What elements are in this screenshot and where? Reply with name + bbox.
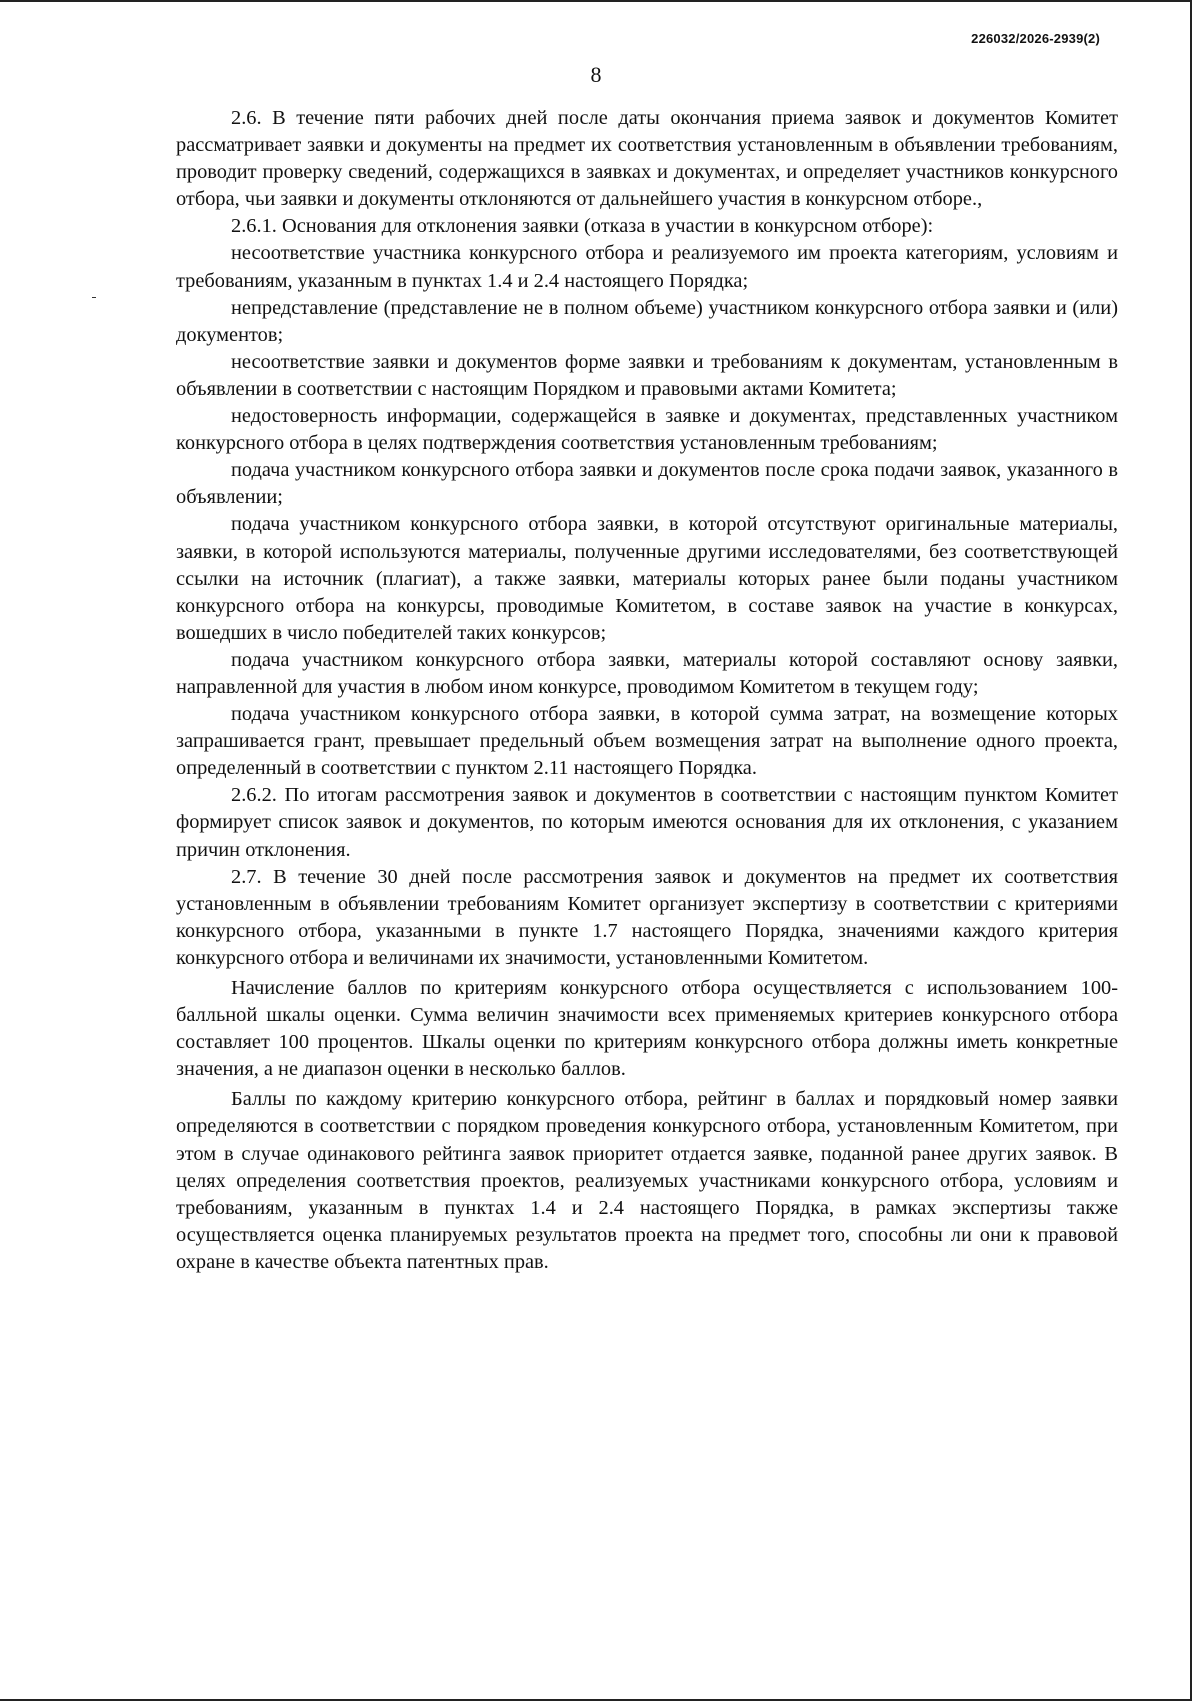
paragraph-rejection-ground-1: несоответствие участника конкурсного отбора и реализуемого им проекта категориям, условиям и требованиям, указанным в пунктах 1.4 и 2.4 настоящего Порядка;: [176, 242, 1118, 292]
paragraph-rejection-ground-6: подача участником конкурсного отбора заявки, в которой отсутствуют оригинальные материалы, заявки, в которой используются материалы, полученные другими исследователями, без соответствующей ссылки на источник (плагиат), а также заявки, материалы которых ранее были поданы участником конкурсного отбора на конкурсы, проводимые Комитетом, в составе заявок на участие в конкурсах, вошедших в число победителей таких конкурсов;: [176, 513, 1118, 644]
document-registration-number: 226032/2026-2939(2): [971, 31, 1100, 46]
paragraph-2-6-2: 2.6.2. По итогам рассмотрения заявок и документов в соответствии с настоящим пунктом Комитет формирует список заявок и документов, по которым имеются основания для их отклонения, с указанием причин отклонения.: [176, 784, 1118, 861]
page-number: 8: [590, 62, 602, 87]
paragraph-rejection-ground-3: несоответствие заявки и документов форме заявки и требованиям к документам, установленным в объявлении в соответствии с настоящим Порядком и правовыми актами Комитета;: [176, 350, 1118, 400]
document-body: [176, 105, 1118, 1276]
paragraph-rejection-ground-7: подача участником конкурсного отбора заявки, материалы которой составляют основу заявки, направленной для участия в любом ином конкурсе, проводимом Комитетом в текущем году;: [176, 648, 1118, 698]
paragraph-scoring-scale: Начисление баллов по критериям конкурсного отбора осуществляется с использованием 100-балльной шкалы оценки. Сумма величин значимости всех применяемых критериев конкурсного отбора составляет 100 процентов. Шкалы оценки по критериям конкурсного отбора должны иметь конкретные значения, а не диапазон оценки в несколько баллов.: [176, 977, 1118, 1081]
paragraph-rejection-ground-4: недостоверность информации, содержащейся в заявке и документах, представленных участником конкурсного отбора в целях подтверждения соответствия установленным требованиям;: [176, 405, 1118, 455]
paragraph-rejection-ground-2: непредставление (представление не в полном объеме) участником конкурсного отбора заявки и (или) документов;: [176, 296, 1118, 346]
paragraph-2-7: 2.7. В течение 30 дней после рассмотрения заявок и документов на предмет их соответствия установленным в объявлении требованиям Комитет организует экспертизу в соответствии с критериями конкурсного отбора, указанными в пункте 1.7 настоящего Порядка, значениями каждого критерия конкурсного отбора и величинами их значимости, установленными Комитетом.: [176, 865, 1118, 969]
paragraph-2-6: 2.6. В течение пяти рабочих дней после даты окончания приема заявок и документов Комитет рассматривает заявки и документы на предмет их соответствия установленным в объявлении требованиям, проводит проверку сведений, содержащихся в заявках и документах, и определяет участников конкурсного отбора, чьи заявки и документы отклоняются от дальнейшего участия в конкурсном отборе.,: [176, 107, 1118, 211]
paragraph-rejection-ground-5: подача участником конкурсного отбора заявки и документов после срока подачи заявок, указанного в объявлении;: [176, 459, 1118, 509]
paragraph-2-6-1: 2.6.1. Основания для отклонения заявки (отказа в участии в конкурсном отборе):: [231, 215, 934, 238]
paragraph-rejection-ground-8: подача участником конкурсного отбора заявки, в которой сумма затрат, на возмещение которых запрашивается грант, превышает предельный объем возмещения затрат на выполнение одного проекта, определенный в соответствии с пунктом 2.11 настоящего Порядка.: [176, 703, 1118, 780]
paragraph-rating-order: Баллы по каждому критерию конкурсного отбора, рейтинг в баллах и порядковый номер заявки определяются в соответствии с порядком проведения конкурсного отбора, установленным Комитетом, при этом в случае одинакового рейтинга заявок приоритет отдается заявке, поданной ранее других заявок. В целях определения соответствия проектов, реализуемых участниками конкурсного отбора, условиям и требованиям, указанным в пунктах 1.4 и 2.4 настоящего Порядка, в рамках экспертизы также осуществляется оценка планируемых результатов проекта на предмет того, способны ли они к правовой охране в качестве объекта патентных прав.: [176, 1088, 1118, 1273]
scan-margin-mark: [92, 297, 96, 298]
